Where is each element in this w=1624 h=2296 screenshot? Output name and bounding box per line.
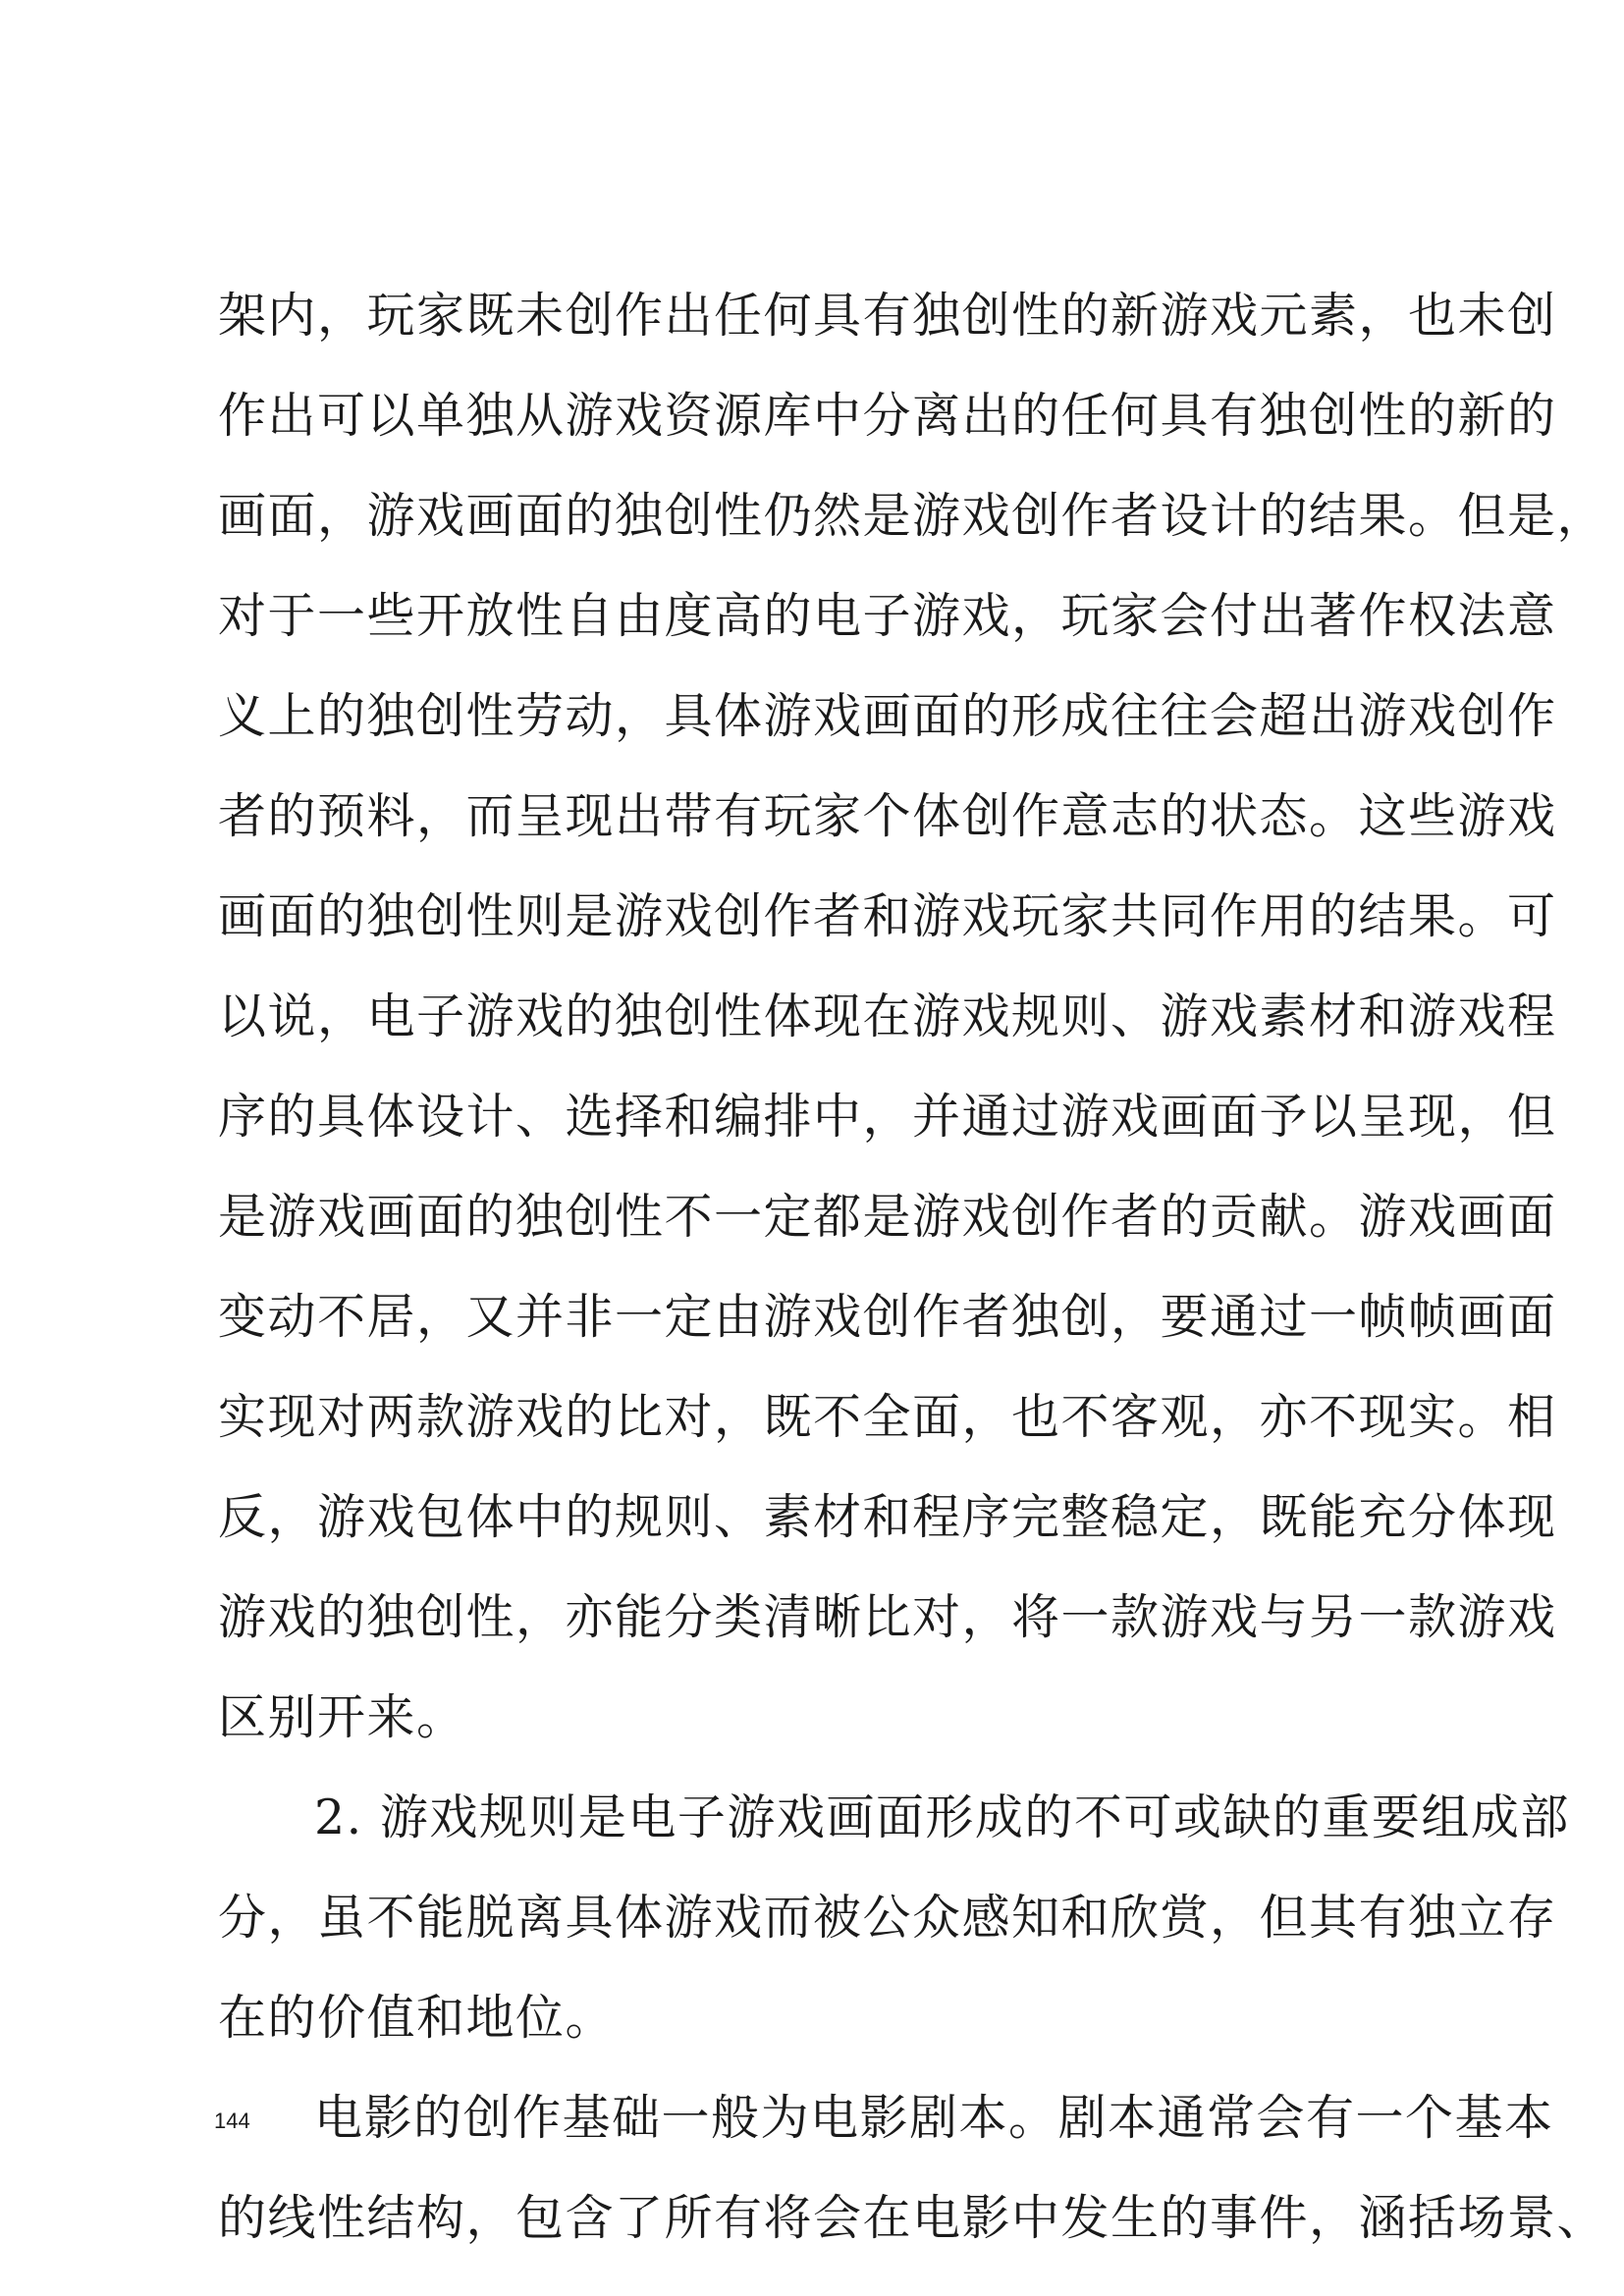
text-line: 分，虽不能脱离具体游戏而被公众感知和欣赏，但其有独立存 <box>218 1890 1557 1946</box>
text-line: 在的价值和地位。 <box>218 1990 616 2046</box>
text-line: 游戏的独创性，亦能分类清晰比对，将一款游戏与另一款游戏 <box>218 1589 1557 1645</box>
text-line: 作出可以单独从游戏资源库中分离出的任何具有独创性的新的 <box>218 388 1557 444</box>
text-line: 电影的创作基础一般为电影剧本。剧本通常会有一个基本 <box>314 2090 1554 2146</box>
text-line: 序的具体设计、选择和编排中，并通过游戏画面予以呈现，但 <box>218 1089 1557 1145</box>
text-line: 实现对两款游戏的比对，既不全面，也不客观，亦不现实。相 <box>218 1389 1557 1445</box>
text-line: 画面，游戏画面的独创性仍然是游戏创作者设计的结果。但是， <box>218 488 1607 544</box>
text-line: 区别开来。 <box>218 1689 466 1745</box>
text-line: 是游戏画面的独创性不一定都是游戏创作者的贡献。游戏画面 <box>218 1189 1557 1245</box>
text-line: 2. 游戏规则是电子游戏画面形成的不可或缺的重要组成部 <box>314 1789 1570 1845</box>
text-line: 变动不居，又并非一定由游戏创作者独创，要通过一帧帧画面 <box>218 1289 1557 1345</box>
text-line: 以说，电子游戏的独创性体现在游戏规则、游戏素材和游戏程 <box>218 988 1557 1044</box>
page-number: 144 <box>214 2109 250 2133</box>
text-line: 反，游戏包体中的规则、素材和程序完整稳定，既能充分体现 <box>218 1489 1557 1545</box>
text-line: 架内，玩家既未创作出任何具有独创性的新游戏元素，也未创 <box>218 288 1557 344</box>
text-line: 画面的独创性则是游戏创作者和游戏玩家共同作用的结果。可 <box>218 888 1557 944</box>
text-line: 对于一些开放性自由度高的电子游戏，玩家会付出著作权法意 <box>218 588 1557 644</box>
text-line: 者的预料，而呈现出带有玩家个体创作意志的状态。这些游戏 <box>218 788 1557 844</box>
text-line: 义上的独创性劳动，具体游戏画面的形成往往会超出游戏创作 <box>218 688 1557 744</box>
text-line: 的线性结构，包含了所有将会在电影中发生的事件，涵括场景、 <box>218 2190 1607 2246</box>
